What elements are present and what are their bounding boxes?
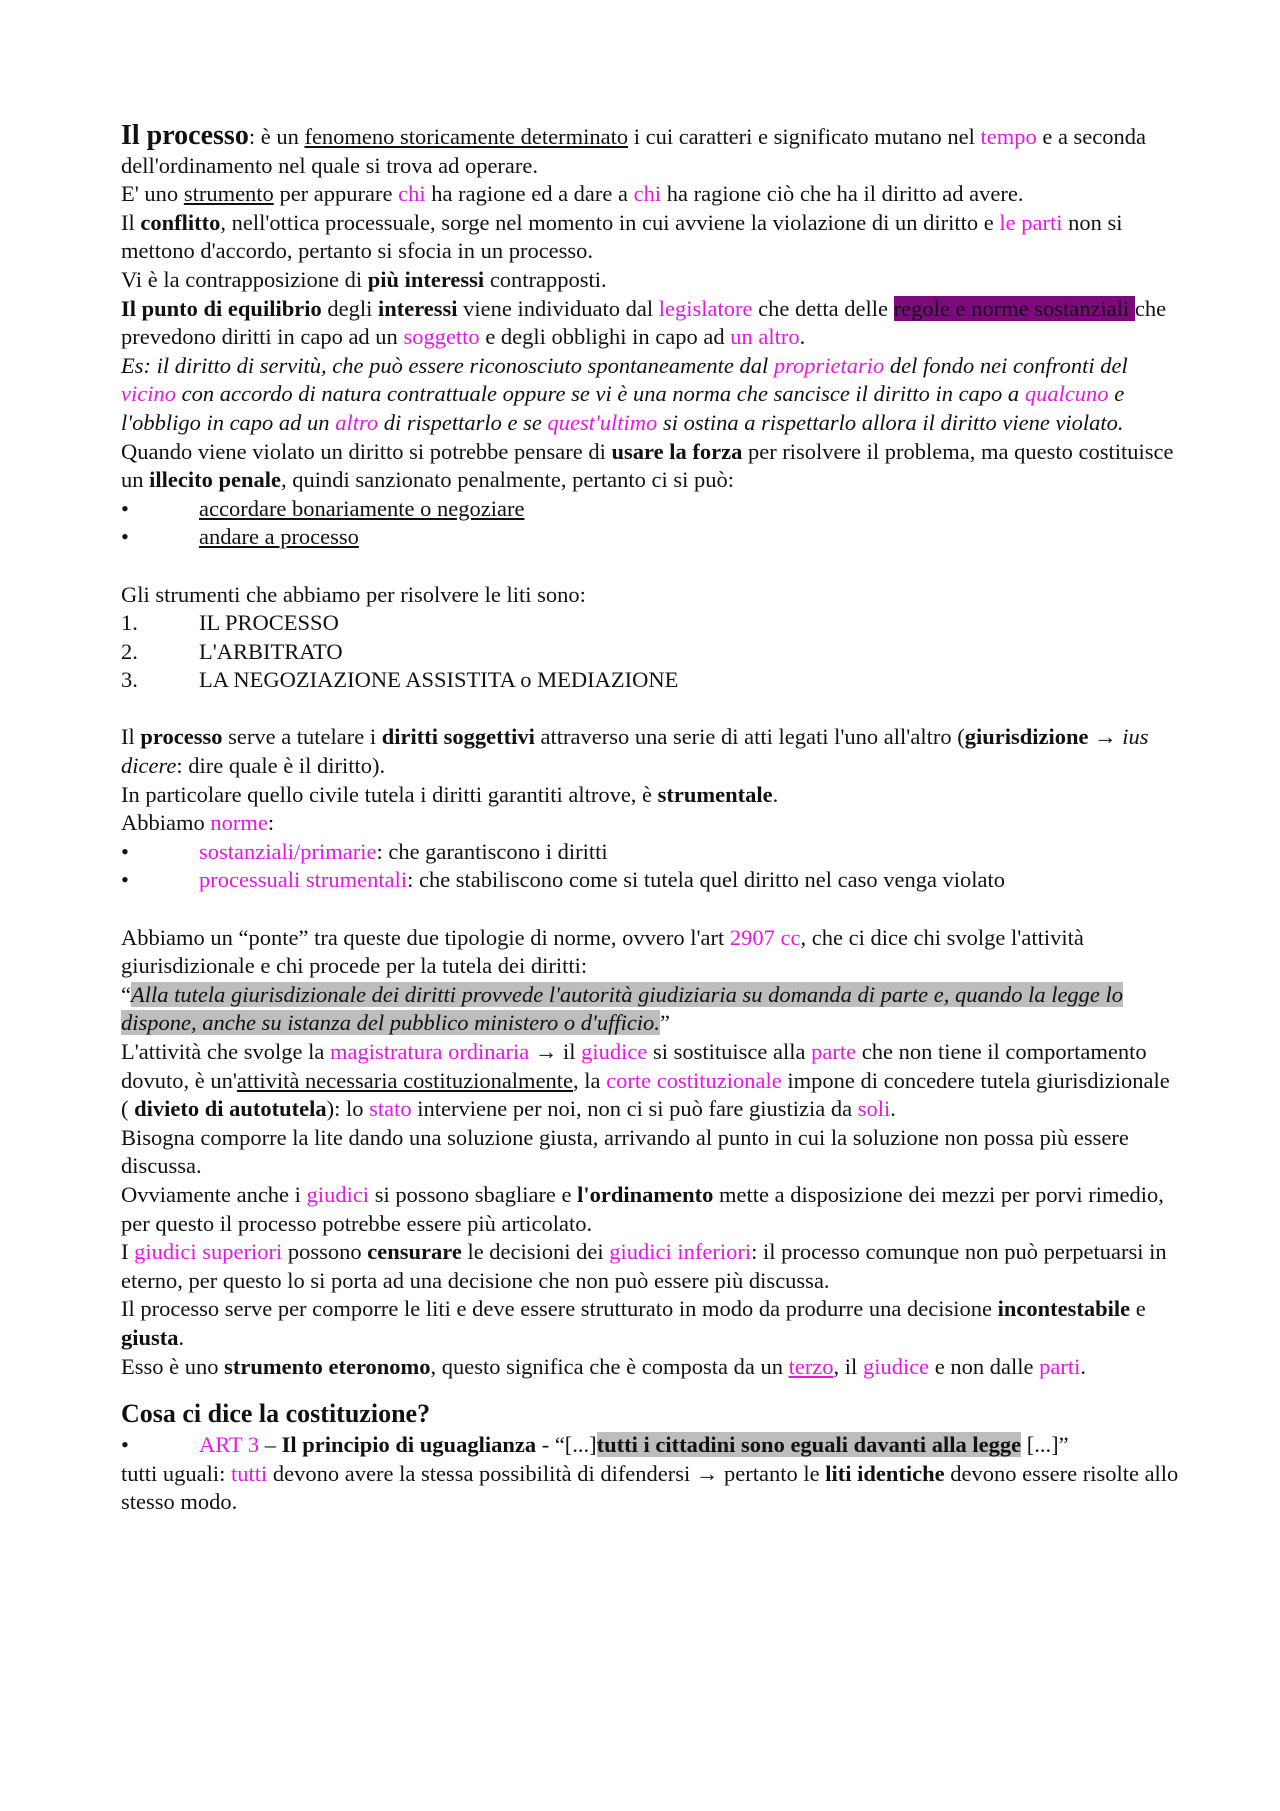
paragraph-conflitto: Il conflitto, nell'ottica processuale, sorge nel momento in cui avviene la violazione di un diritto e le parti non si mettono d'accordo, pertanto si sfocia in un processo. [121,209,1123,264]
highlighted-term: ART 3 [199,1432,260,1458]
bold-term: Il principio di uguaglianza [281,1432,537,1458]
bold-term: più interessi [367,266,485,292]
paragraph-decisione: Il processo serve per comporre le liti e deve essere strutturato in modo da produrre una decisione incontestabile e giusta. [121,1296,1146,1350]
paragraph-lite: Bisogna comporre la lite dando una soluzione giusta, arrivando al punto in cui la soluzione non possa più essere discussa. [121,1124,1129,1179]
bold-term: giusta [121,1324,179,1350]
bullet-marker: • [121,838,129,864]
section-title: Il processo [121,120,249,151]
bold-term: processo [140,724,223,750]
highlighted-term: giudici superiori [134,1239,283,1265]
paragraph-attivita: L'attività che svolge la magistratura ordinaria → il giudice si sostituisce alla parte che non tiene il comportamento dovuto, è un'attività necessaria costituzionalmente, la corte costituzionale impone di concedere tutela giurisdizionale ( divieto di autotutela): lo stato interviene per noi, non ci si può fare giustizia da soli. [121,1039,1170,1122]
bullet-marker: • [121,524,129,550]
paragraph-eteronomo: Esso è uno strumento eteronomo, questo significa che è composta da un terzo, il giudice e non dalle parti. [121,1353,1086,1379]
highlighted-term: qualcuno [1024,381,1109,407]
item-number: 2. [121,638,138,664]
bold-term: illecito penale [149,467,281,493]
paragraph-norme: Abbiamo norme: [121,810,275,836]
blank-line [121,695,1180,724]
highlighted-term: stato [369,1096,412,1122]
paragraph-ordinamento: Ovviamente anche i giudici si possono sbagliare e l'ordinamento mette a disposizione dei mezzi per porvi rimedio, per questo il processo potrebbe essere più articolato. [121,1181,1164,1236]
paragraph-interessi: Vi è la contrapposizione di più interessi contrapposti. [121,266,607,292]
highlighted-term: soggetto [403,324,480,350]
highlighted-term: altro [335,409,379,435]
section-heading: Cosa ci dice la costituzione? [121,1399,431,1429]
grey-highlight: tutti i cittadini sono eguali davanti alla legge [596,1432,1022,1458]
bullet-marker: • [121,495,129,521]
bold-term: censurare [367,1239,462,1265]
highlighted-term: sostanziali/primarie [199,838,377,864]
paragraph-intro: Il processo: è un fenomeno storicamente determinato i cui caratteri e significato mutano nel tempo e a seconda dell'ordinamento nel quale si trova ad operare. [121,120,1147,178]
highlighted-term: parti [1039,1353,1081,1379]
art3-item: • ART 3 – Il principio di uguaglianza - “[...]tutti i cittadini sono eguali davanti alla legge [...]” [121,1431,1180,1460]
highlighted-term: tempo [980,124,1037,149]
list-item-text: andare a processo [199,524,359,550]
bold-term: interessi [377,295,458,321]
paragraph-processo-serve: Il processo serve a tutelare i diritti soggettivi attraverso una serie di atti legati l'uno all'altro (giurisdizione → ius dicere: dire quale è il diritto). [121,724,1149,779]
underlined-term: attività necessaria costituzionalmente [236,1067,574,1093]
highlighted-term: norme [210,810,268,836]
highlighted-term: giudici inferiori [609,1239,752,1265]
highlighted-term: magistratura ordinaria [329,1039,530,1064]
paragraph-civile: In particolare quello civile tutela i diritti garantiti altrove, è strumentale. [121,781,779,807]
numbered-item [121,666,1180,695]
highlighted-term: vicino [121,381,176,407]
paragraph-strumenti: Gli strumenti che abbiamo per risolvere le liti sono: [121,581,586,607]
paragraph-uguali: tutti uguali: tutti devono avere la stessa possibilità di difendersi → pertanto le liti identiche devono essere risolte allo stesso modo. [121,1460,1179,1515]
bullet-marker: • [121,867,129,893]
purple-highlight: regole e norme sostanziali [893,295,1135,321]
bold-term: incontestabile [997,1296,1131,1322]
numbered-item [121,609,1180,638]
bold-term: conflitto [140,209,221,235]
highlighted-term: quest'ultimo [547,409,658,435]
highlighted-term: soli [857,1096,891,1122]
bold-term: Il punto di equilibrio [121,295,322,321]
underlined-term: strumento [183,181,274,207]
highlighted-term: terzo [788,1353,834,1379]
list-item [121,495,1180,524]
bold-term: l'ordinamento [577,1181,714,1207]
grey-highlight-quote: Alla tutela giurisdizionale dei diritti provvede l'autorità giudiziaria su domanda di parte e, quando la legge lo dispone, anche su istanza del pubblico ministero o d'ufficio. [121,981,1124,1036]
paragraph-ponte: Abbiamo un “ponte” tra queste due tipologie di norme, ovvero l'art 2907 cc, che ci dice chi svolge l'attività giurisdizionale e chi procede per la tutela dei diritti: [121,924,1084,979]
highlighted-term: giudice [862,1353,930,1379]
bold-term: usare la forza [611,438,743,464]
item-text: IL PROCESSO [199,610,339,636]
paragraph-example: Es: il diritto di servitù, che può essere riconosciuto spontaneamente dal proprietario del fondo nei confronti del vicino con accordo di natura contrattuale oppure se vi è una norma che sancisce il diritto in capo a qualcuno e l'obbligo in capo ad un altro di rispettarlo e se quest'ultimo si ostina a rispettarlo allora il diritto viene violato. [121,352,1128,435]
bold-term: strumentale [657,781,773,807]
list-item: • sostanziali/primarie: che garantiscono i diritti [121,838,1180,867]
item-number: 3. [121,667,138,693]
item-text: LA NEGOZIAZIONE ASSISTITA o MEDIAZIONE [199,667,679,693]
item-text: L'ARBITRATO [199,638,343,664]
highlighted-term: parte [811,1039,857,1064]
highlighted-term: giudici [306,1181,370,1207]
list-item: • processuali strumentali: che stabiliscono come si tutela quel diritto nel caso venga violato [121,866,1180,895]
highlighted-term: corte costituzionale [606,1067,782,1093]
blank-line [121,895,1180,924]
list-item [121,523,1180,552]
highlighted-term: processuali strumentali [199,867,408,893]
underlined-term: fenomeno storicamente determinato [304,124,629,149]
list-item-text: accordare bonariamente o negoziare [199,495,525,521]
highlighted-term: tutti [231,1460,268,1486]
highlighted-term: proprietario [773,352,885,378]
highlighted-term: legislatore [658,295,753,321]
italic-term: ius dicere [121,724,1149,779]
highlighted-term: le parti [999,209,1063,235]
paragraph-forza: Quando viene violato un diritto si potrebbe pensare di usare la forza per risolvere il problema, ma questo costituisce un illecito penale, quindi sanzionato penalmente, pertanto ci si può: [121,438,1174,493]
highlighted-term: chi [633,181,662,207]
highlighted-term: 2907 cc [729,924,801,950]
bold-term: strumento eteronomo [224,1353,431,1379]
paragraph-equilibrio: Il punto di equilibrio degli interessi viene individuato dal legislatore che detta delle regole e norme sostanziali che prevedono diritti in capo ad un soggetto e degli obblighi in capo ad un altro. [121,295,1167,350]
bold-term: diritti soggettivi [381,724,535,750]
item-number: 1. [121,610,138,636]
paragraph-quote: “Alla tutela giurisdizionale dei diritti provvede l'autorità giudiziaria su domanda di parte e, quando la legge lo dispone, anche su istanza del pubblico ministero o d'ufficio.” [121,981,1124,1036]
bullet-marker: • [121,1432,129,1458]
bold-term: divieto di autotutela [134,1096,327,1122]
numbered-item [121,638,1180,667]
highlighted-term: chi [398,181,426,207]
paragraph-giudici: I giudici superiori possono censurare le decisioni dei giudici inferiori: il processo comunque non può perpetuarsi in eterno, per questo lo si porta ad una decisione che non può essere più discussa. [121,1239,1167,1293]
blank-line [121,552,1180,581]
highlighted-term: un altro [730,324,800,350]
bold-term: giurisdizione [964,724,1089,750]
paragraph-strumento: E' uno strumento per appurare chi ha ragione ed a dare a chi ha ragione ciò che ha il diritto ad avere. [121,181,1024,207]
highlighted-term: giudice [581,1039,648,1064]
bold-term: liti identiche [825,1460,945,1486]
